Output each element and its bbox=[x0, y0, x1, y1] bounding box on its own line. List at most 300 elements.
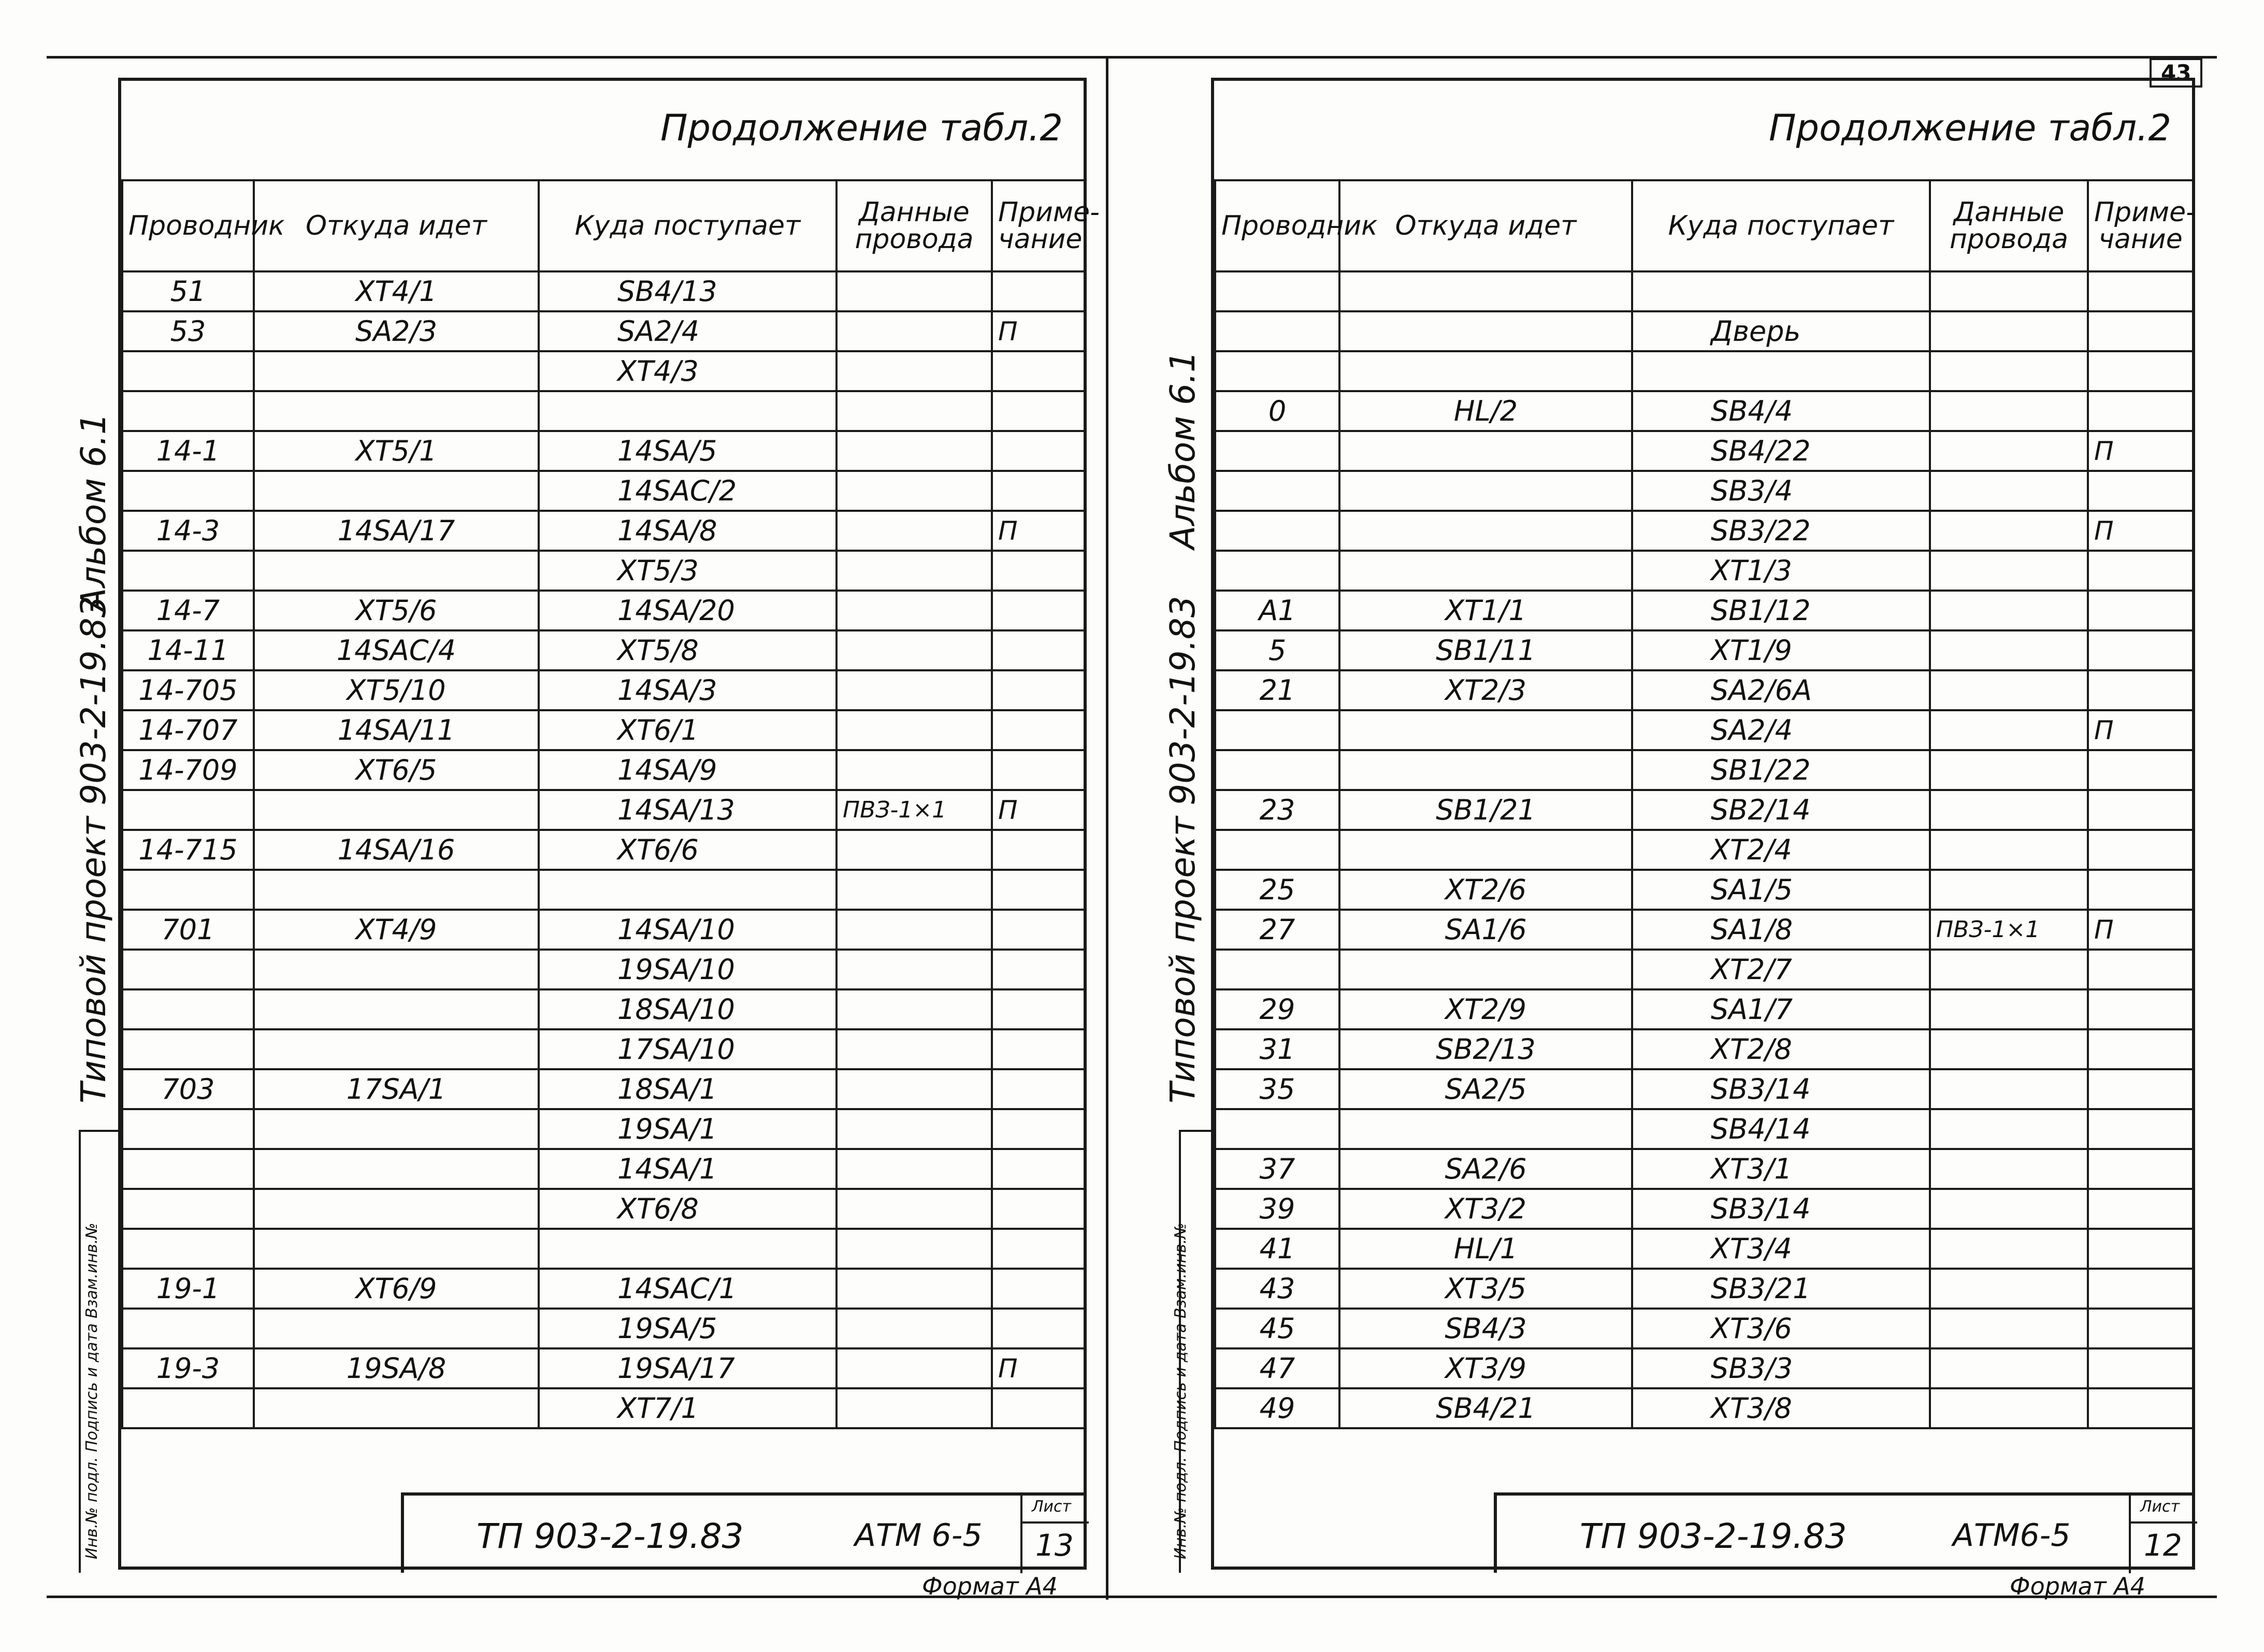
left-wiring-table bbox=[121, 179, 1100, 1429]
cell-note bbox=[2088, 1109, 2193, 1149]
table-row bbox=[122, 950, 1085, 989]
cell-conductor bbox=[122, 989, 254, 1029]
cell-note bbox=[2088, 1309, 2193, 1348]
cell-to: 14SA/13 bbox=[539, 790, 837, 830]
cell-to: Дверь bbox=[1632, 311, 1930, 351]
cell-from: SB4/21 bbox=[1339, 1388, 1632, 1428]
table-row bbox=[1215, 1149, 2193, 1189]
cell-conductor: 14-715 bbox=[122, 830, 254, 870]
cell-to: 17SA/10 bbox=[539, 1029, 837, 1069]
table-row bbox=[1215, 311, 2193, 351]
cell-note bbox=[2088, 830, 2193, 870]
cell-conductor: 49 bbox=[1215, 1388, 1339, 1428]
left-margin-strip-top bbox=[79, 1130, 121, 1132]
table-row bbox=[122, 750, 1085, 790]
cell-from bbox=[1339, 311, 1632, 351]
cell-conductor: 14-1 bbox=[122, 431, 254, 471]
header-from: Откуда идет bbox=[1339, 180, 1632, 271]
cell-note bbox=[992, 989, 1085, 1029]
cell-from: XT3/5 bbox=[1339, 1269, 1632, 1309]
table-row bbox=[1215, 591, 2193, 630]
cell-from: 14SA/11 bbox=[254, 710, 539, 750]
cell-conductor: 45 bbox=[1215, 1309, 1339, 1348]
table-row bbox=[122, 391, 1085, 431]
table-row bbox=[1215, 271, 2193, 311]
header-conductor: Проводник bbox=[122, 180, 254, 271]
right-title-block bbox=[1494, 1492, 2192, 1573]
cell-from: XT6/9 bbox=[254, 1269, 539, 1309]
table-row bbox=[1215, 670, 2193, 710]
header-from: Откуда идет bbox=[254, 180, 539, 271]
cell-wire-data bbox=[1930, 1189, 2088, 1229]
right-sheet-box bbox=[2129, 1496, 2197, 1573]
cell-to: SB4/22 bbox=[1632, 431, 1930, 471]
cell-to: 19SA/5 bbox=[539, 1309, 837, 1348]
table-row bbox=[122, 1189, 1085, 1229]
cell-conductor bbox=[1215, 351, 1339, 391]
table-row bbox=[1215, 1388, 2193, 1428]
right-sheet-number: 12 bbox=[2144, 1528, 2182, 1563]
table-row bbox=[1215, 710, 2193, 750]
cell-wire-data bbox=[837, 511, 992, 551]
cell-from bbox=[254, 1388, 539, 1428]
cell-from bbox=[254, 471, 539, 511]
cell-note bbox=[2088, 1388, 2193, 1428]
cell-conductor: 27 bbox=[1215, 910, 1339, 950]
right-doc-number: ТП 903-2-19.83 bbox=[1580, 1516, 1847, 1556]
cell-note bbox=[2088, 790, 2193, 830]
table-row bbox=[122, 591, 1085, 630]
cell-conductor: 39 bbox=[1215, 1189, 1339, 1229]
cell-conductor bbox=[1215, 750, 1339, 790]
cell-wire-data bbox=[1930, 591, 2088, 630]
table-row bbox=[1215, 1109, 2193, 1149]
cell-from bbox=[254, 391, 539, 431]
cell-wire-data bbox=[1930, 391, 2088, 431]
header-to: Куда поступает bbox=[539, 180, 837, 271]
cell-to: XT6/8 bbox=[539, 1189, 837, 1229]
cell-note bbox=[2088, 750, 2193, 790]
cell-to: XT7/1 bbox=[539, 1388, 837, 1428]
bottom-edge-rule bbox=[47, 1596, 2217, 1598]
cell-from: 19SA/8 bbox=[254, 1348, 539, 1388]
cell-note bbox=[992, 1069, 1085, 1109]
cell-to: SB3/3 bbox=[1632, 1348, 1930, 1388]
right-page bbox=[1211, 78, 2195, 1570]
cell-wire-data bbox=[1930, 1309, 2088, 1348]
cell-wire-data bbox=[1930, 351, 2088, 391]
table-row bbox=[122, 271, 1085, 311]
cell-from bbox=[254, 1309, 539, 1348]
cell-to: XT3/6 bbox=[1632, 1309, 1930, 1348]
table-row bbox=[122, 870, 1085, 910]
cell-note bbox=[992, 551, 1085, 591]
cell-conductor bbox=[122, 950, 254, 989]
cell-note bbox=[2088, 1189, 2193, 1229]
header-to: Куда поступает bbox=[1632, 180, 1930, 271]
cell-wire-data bbox=[837, 1189, 992, 1229]
cell-note bbox=[992, 1269, 1085, 1309]
cell-wire-data bbox=[837, 630, 992, 670]
cell-wire-data bbox=[837, 431, 992, 471]
table-row bbox=[122, 1069, 1085, 1109]
left-side-stamp: Инв.№ подл. Подпись и дата Взам.инв.№ bbox=[83, 1223, 101, 1559]
cell-note bbox=[992, 1029, 1085, 1069]
left-continuation-title: Продолжение табл.2 bbox=[660, 107, 1063, 149]
cell-from bbox=[254, 1149, 539, 1189]
cell-from bbox=[254, 1029, 539, 1069]
header-wire-data: Данные провода bbox=[1930, 180, 2088, 271]
cell-conductor bbox=[122, 1029, 254, 1069]
cell-note bbox=[992, 870, 1085, 910]
cell-from: 14SA/17 bbox=[254, 511, 539, 551]
cell-wire-data: ПВЗ-1×1 bbox=[837, 790, 992, 830]
cell-conductor bbox=[122, 1109, 254, 1149]
cell-to: 14SA/5 bbox=[539, 431, 837, 471]
cell-note bbox=[992, 710, 1085, 750]
cell-from: 14SA/16 bbox=[254, 830, 539, 870]
cell-to: 18SA/1 bbox=[539, 1069, 837, 1109]
cell-wire-data bbox=[1930, 750, 2088, 790]
cell-note bbox=[2088, 1069, 2193, 1109]
cell-conductor bbox=[122, 391, 254, 431]
cell-from bbox=[254, 989, 539, 1029]
cell-wire-data bbox=[837, 1229, 992, 1269]
table-row bbox=[122, 471, 1085, 511]
cell-wire-data bbox=[1930, 271, 2088, 311]
right-margin-strip-top bbox=[1179, 1130, 1214, 1132]
cell-wire-data bbox=[837, 750, 992, 790]
cell-conductor: 14-705 bbox=[122, 670, 254, 710]
cell-from bbox=[1339, 351, 1632, 391]
cell-wire-data bbox=[1930, 710, 2088, 750]
cell-conductor bbox=[122, 870, 254, 910]
cell-note bbox=[992, 670, 1085, 710]
cell-conductor bbox=[122, 351, 254, 391]
left-sheet-divider bbox=[1022, 1521, 1089, 1524]
cell-wire-data bbox=[1930, 1348, 2088, 1388]
cell-to: SB1/22 bbox=[1632, 750, 1930, 790]
cell-to: XT1/9 bbox=[1632, 630, 1930, 670]
cell-from bbox=[1339, 471, 1632, 511]
cell-to: 19SA/10 bbox=[539, 950, 837, 989]
cell-from: XT5/6 bbox=[254, 591, 539, 630]
cell-from: SA2/3 bbox=[254, 311, 539, 351]
cell-wire-data bbox=[837, 471, 992, 511]
cell-wire-data bbox=[1930, 870, 2088, 910]
right-side-stamp: Инв.№ подл. Подпись и дата Взам.инв.№ bbox=[1172, 1223, 1190, 1559]
cell-from bbox=[1339, 830, 1632, 870]
cell-from: SB1/11 bbox=[1339, 630, 1632, 670]
cell-note bbox=[2088, 1269, 2193, 1309]
cell-to: SA2/6A bbox=[1632, 670, 1930, 710]
cell-wire-data bbox=[837, 870, 992, 910]
cell-wire-data bbox=[837, 1029, 992, 1069]
cell-note: П bbox=[992, 511, 1085, 551]
cell-conductor: 701 bbox=[122, 910, 254, 950]
cell-to: XT3/4 bbox=[1632, 1229, 1930, 1269]
cell-note bbox=[2088, 670, 2193, 710]
cell-to: SB3/14 bbox=[1632, 1189, 1930, 1229]
cell-note bbox=[992, 1388, 1085, 1428]
left-sheet-number: 13 bbox=[1035, 1528, 1074, 1563]
cell-note bbox=[992, 471, 1085, 511]
cell-wire-data bbox=[837, 351, 992, 391]
table-row bbox=[1215, 471, 2193, 511]
cell-to bbox=[539, 1229, 837, 1269]
cell-from: XT4/9 bbox=[254, 910, 539, 950]
cell-conductor: 14-7 bbox=[122, 591, 254, 630]
cell-conductor bbox=[122, 551, 254, 591]
cell-conductor: 41 bbox=[1215, 1229, 1339, 1269]
cell-from: XT4/1 bbox=[254, 271, 539, 311]
table-row bbox=[122, 1309, 1085, 1348]
table-row bbox=[1215, 1229, 2193, 1269]
cell-conductor: 31 bbox=[1215, 1029, 1339, 1069]
table-row bbox=[122, 1029, 1085, 1069]
cell-conductor: 0 bbox=[1215, 391, 1339, 431]
cell-to: XT2/8 bbox=[1632, 1029, 1930, 1069]
right-sheet-divider bbox=[2131, 1521, 2197, 1524]
cell-to: XT5/8 bbox=[539, 630, 837, 670]
table-row bbox=[122, 1388, 1085, 1428]
cell-from: SB1/21 bbox=[1339, 790, 1632, 830]
cell-conductor: 23 bbox=[1215, 790, 1339, 830]
cell-conductor bbox=[122, 1388, 254, 1428]
cell-to: SA2/4 bbox=[539, 311, 837, 351]
cell-to: XT1/3 bbox=[1632, 551, 1930, 591]
cell-to: 14SA/3 bbox=[539, 670, 837, 710]
cell-wire-data: ПВЗ-1×1 bbox=[1930, 910, 2088, 950]
left-margin-strip-line bbox=[79, 1130, 81, 1573]
cell-conductor bbox=[122, 1229, 254, 1269]
cell-to: SA1/7 bbox=[1632, 989, 1930, 1029]
table-row bbox=[122, 1229, 1085, 1269]
cell-to: SA1/8 bbox=[1632, 910, 1930, 950]
cell-to: 19SA/1 bbox=[539, 1109, 837, 1149]
cell-from: XT5/10 bbox=[254, 670, 539, 710]
cell-from: XT3/2 bbox=[1339, 1189, 1632, 1229]
cell-conductor: 14-709 bbox=[122, 750, 254, 790]
cell-to: 18SA/10 bbox=[539, 989, 837, 1029]
cell-note bbox=[2088, 989, 2193, 1029]
cell-note: П bbox=[992, 790, 1085, 830]
cell-wire-data bbox=[1930, 471, 2088, 511]
table-row bbox=[1215, 511, 2193, 551]
cell-wire-data bbox=[1930, 311, 2088, 351]
cell-conductor bbox=[1215, 1109, 1339, 1149]
cell-conductor bbox=[1215, 471, 1339, 511]
cell-conductor: 19-3 bbox=[122, 1348, 254, 1388]
table-row bbox=[1215, 1029, 2193, 1069]
cell-conductor bbox=[1215, 551, 1339, 591]
cell-wire-data bbox=[837, 591, 992, 630]
table-row bbox=[1215, 950, 2193, 989]
cell-wire-data bbox=[1930, 670, 2088, 710]
cell-wire-data bbox=[837, 1388, 992, 1428]
cell-conductor: 19-1 bbox=[122, 1269, 254, 1309]
cell-to: SB3/22 bbox=[1632, 511, 1930, 551]
cell-from: SA2/5 bbox=[1339, 1069, 1632, 1109]
cell-conductor bbox=[1215, 710, 1339, 750]
cell-wire-data bbox=[1930, 1069, 2088, 1109]
cell-wire-data bbox=[1930, 511, 2088, 551]
cell-note bbox=[992, 391, 1085, 431]
cell-note bbox=[2088, 311, 2193, 351]
cell-from bbox=[1339, 511, 1632, 551]
cell-note: П bbox=[2088, 910, 2193, 950]
table-row bbox=[1215, 910, 2193, 950]
right-corner-number: 43 bbox=[2150, 58, 2202, 88]
cell-conductor: 703 bbox=[122, 1069, 254, 1109]
cell-note bbox=[992, 1109, 1085, 1149]
cell-note: П bbox=[2088, 511, 2193, 551]
cell-note bbox=[2088, 271, 2193, 311]
table-row bbox=[1215, 551, 2193, 591]
table-row bbox=[122, 1269, 1085, 1309]
center-fold-rule bbox=[1106, 56, 1108, 1600]
table-row bbox=[1215, 1189, 2193, 1229]
cell-wire-data bbox=[1930, 830, 2088, 870]
cell-to: SB3/14 bbox=[1632, 1069, 1930, 1109]
cell-to: SB4/4 bbox=[1632, 391, 1930, 431]
table-row bbox=[122, 311, 1085, 351]
top-edge-rule bbox=[47, 56, 2217, 59]
table-row bbox=[122, 1109, 1085, 1149]
cell-note bbox=[992, 271, 1085, 311]
cell-from bbox=[1339, 950, 1632, 989]
cell-from: XT6/5 bbox=[254, 750, 539, 790]
cell-note bbox=[2088, 351, 2193, 391]
table-row bbox=[122, 670, 1085, 710]
table-row bbox=[122, 989, 1085, 1029]
cell-from bbox=[1339, 710, 1632, 750]
cell-wire-data bbox=[837, 1109, 992, 1149]
cell-to bbox=[1632, 271, 1930, 311]
table-row bbox=[1215, 630, 2193, 670]
cell-from bbox=[254, 950, 539, 989]
right-doc-code: АТМ6-5 bbox=[1953, 1517, 2071, 1554]
cell-wire-data bbox=[1930, 1269, 2088, 1309]
cell-wire-data bbox=[1930, 1109, 2088, 1149]
cell-wire-data bbox=[1930, 790, 2088, 830]
cell-from: HL/2 bbox=[1339, 391, 1632, 431]
right-sheet-label: Лист bbox=[2140, 1498, 2180, 1516]
header-note: Приме-чание bbox=[2088, 180, 2193, 271]
cell-to: XT3/8 bbox=[1632, 1388, 1930, 1428]
left-sheet-label: Лист bbox=[1032, 1498, 1072, 1516]
cell-conductor bbox=[1215, 431, 1339, 471]
table-row bbox=[1215, 989, 2193, 1029]
right-side-project: Типовой проект 903-2-19.83 bbox=[1163, 596, 1203, 1103]
left-doc-code: АТМ 6-5 bbox=[855, 1517, 983, 1554]
right-continuation-title: Продолжение табл.2 bbox=[1769, 107, 2171, 149]
cell-conductor bbox=[122, 1309, 254, 1348]
cell-note: П bbox=[992, 311, 1085, 351]
header-note: Приме-чание bbox=[992, 180, 1085, 271]
cell-to: SB1/12 bbox=[1632, 591, 1930, 630]
cell-wire-data bbox=[1930, 551, 2088, 591]
cell-to: 14SAC/2 bbox=[539, 471, 837, 511]
cell-wire-data bbox=[837, 989, 992, 1029]
cell-conductor: 53 bbox=[122, 311, 254, 351]
left-sheet-box bbox=[1020, 1496, 1089, 1573]
cell-from: 14SAC/4 bbox=[254, 630, 539, 670]
table-row bbox=[1215, 1348, 2193, 1388]
cell-note bbox=[2088, 1149, 2193, 1189]
cell-wire-data bbox=[837, 910, 992, 950]
cell-conductor: 14-3 bbox=[122, 511, 254, 551]
cell-to: 14SA/8 bbox=[539, 511, 837, 551]
cell-conductor: 5 bbox=[1215, 630, 1339, 670]
cell-wire-data bbox=[1930, 431, 2088, 471]
right-side-album: Альбом 6.1 bbox=[1163, 350, 1203, 549]
cell-wire-data bbox=[837, 311, 992, 351]
cell-note bbox=[992, 630, 1085, 670]
table-row bbox=[122, 710, 1085, 750]
cell-wire-data bbox=[1930, 630, 2088, 670]
table-row bbox=[122, 1149, 1085, 1189]
left-format-label: Формат А4 bbox=[922, 1572, 1058, 1600]
cell-note: П bbox=[992, 1348, 1085, 1388]
cell-note bbox=[992, 910, 1085, 950]
cell-wire-data bbox=[837, 1149, 992, 1189]
cell-conductor: 14-11 bbox=[122, 630, 254, 670]
cell-to: 19SA/17 bbox=[539, 1348, 837, 1388]
cell-from: XT2/9 bbox=[1339, 989, 1632, 1029]
cell-note bbox=[2088, 591, 2193, 630]
cell-to: SB4/14 bbox=[1632, 1109, 1930, 1149]
right-header-row bbox=[1215, 180, 2193, 271]
cell-conductor: 37 bbox=[1215, 1149, 1339, 1189]
cell-from bbox=[1339, 551, 1632, 591]
cell-note bbox=[992, 431, 1085, 471]
cell-conductor bbox=[122, 790, 254, 830]
cell-wire-data bbox=[837, 670, 992, 710]
cell-note bbox=[992, 830, 1085, 870]
table-row bbox=[122, 630, 1085, 670]
cell-from bbox=[254, 1189, 539, 1229]
cell-to bbox=[539, 870, 837, 910]
cell-from: XT3/9 bbox=[1339, 1348, 1632, 1388]
right-format-label: Формат А4 bbox=[2010, 1572, 2145, 1600]
cell-from: XT5/1 bbox=[254, 431, 539, 471]
cell-wire-data bbox=[837, 950, 992, 989]
left-title-block bbox=[401, 1492, 1084, 1573]
cell-note bbox=[992, 351, 1085, 391]
cell-from: SA1/6 bbox=[1339, 910, 1632, 950]
cell-from bbox=[254, 351, 539, 391]
cell-note bbox=[2088, 870, 2193, 910]
cell-conductor: A1 bbox=[1215, 591, 1339, 630]
table-row bbox=[1215, 830, 2193, 870]
header-conductor: Проводник bbox=[1215, 180, 1339, 271]
cell-wire-data bbox=[837, 710, 992, 750]
cell-note bbox=[2088, 1229, 2193, 1269]
cell-conductor bbox=[1215, 830, 1339, 870]
cell-conductor: 14-707 bbox=[122, 710, 254, 750]
cell-conductor: 29 bbox=[1215, 989, 1339, 1029]
cell-note bbox=[992, 1309, 1085, 1348]
table-row bbox=[1215, 1269, 2193, 1309]
cell-wire-data bbox=[1930, 1229, 2088, 1269]
cell-note bbox=[992, 1189, 1085, 1229]
table-row bbox=[1215, 431, 2193, 471]
cell-to: SB2/14 bbox=[1632, 790, 1930, 830]
cell-note bbox=[2088, 471, 2193, 511]
cell-note: П bbox=[2088, 710, 2193, 750]
cell-to: XT3/1 bbox=[1632, 1149, 1930, 1189]
